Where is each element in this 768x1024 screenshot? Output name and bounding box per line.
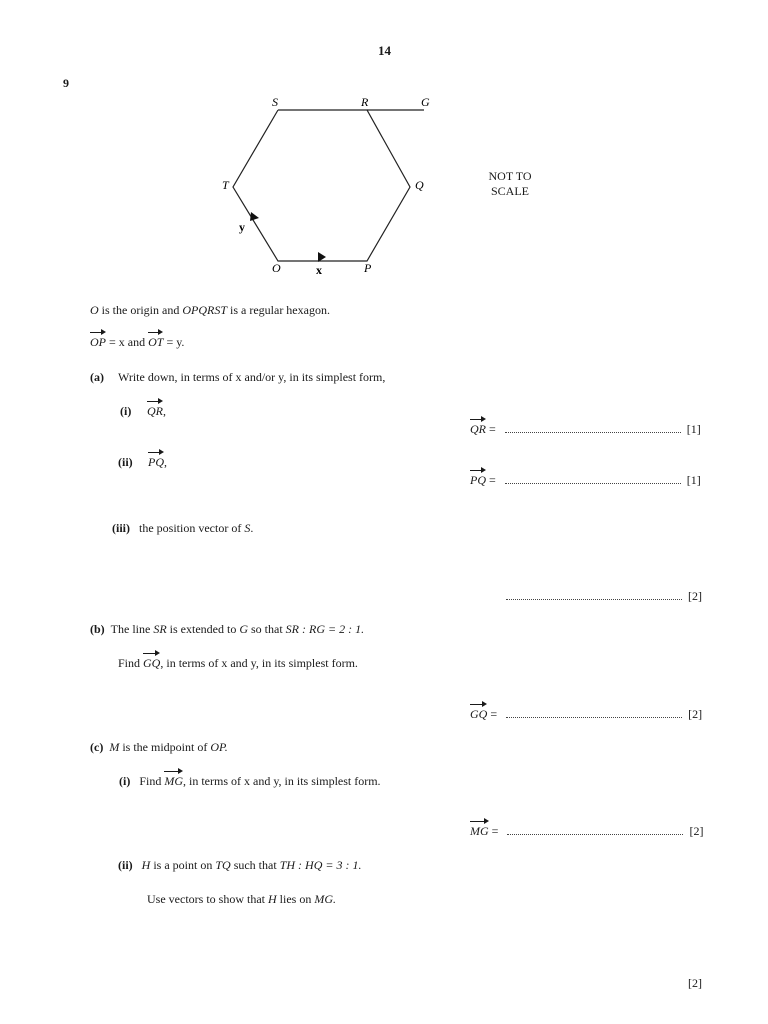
part-c-intro [90,740,228,755]
vector-mg: MG [164,770,183,787]
text: = y. [163,335,185,349]
text: = x and [106,335,149,349]
text-s: S [244,521,251,535]
answer-space[interactable] [505,473,681,484]
intro-line-2 [90,331,184,350]
vector-pq: PQ [148,451,164,468]
part-a-instruction: Write down, in terms of x and/or y, in its simplest form, [118,370,386,384]
vector-mg: MG [470,820,489,837]
part-c-ii-instruction [147,892,336,907]
note-line-2: SCALE [490,184,529,198]
vector-y-label: y [239,220,245,234]
label: (ii) [118,858,133,872]
part-a-iii: (iii) the position vector of S. [112,521,254,535]
not-to-scale-note [484,169,536,199]
text: so that [248,622,286,636]
part-c-i [119,770,381,789]
vector-ot: OT [148,331,163,348]
y-arrow-head [250,212,259,221]
text-m: M [109,740,120,754]
vector-qr: QR [470,418,486,435]
text-sr: SR [153,622,167,636]
part-c-ii [118,858,361,873]
text: is a point on [150,858,216,872]
label: (iii) [112,521,130,535]
note-line-1: NOT TO [488,169,532,183]
text: is extended to [166,622,240,636]
marks: [2] [689,824,704,838]
intro-line-1 [90,303,330,318]
hexagon-diagram [0,0,768,300]
part-a-ii-label: (ii) [118,455,133,469]
marks: [1] [686,473,701,487]
question-number: 9 [63,76,69,90]
vertex-g-label: G [421,95,430,109]
text-g: G [239,622,248,636]
ratio: SR : RG = 2 : 1. [285,622,365,636]
ratio: TH : HQ = 3 : 1. [279,858,362,872]
text: Find [118,656,144,670]
text-o: O [90,303,99,317]
answer-space[interactable] [506,707,682,718]
answer-space[interactable] [506,589,682,600]
part-c-i-answer-line: MG = [2] [470,820,703,839]
part-b-line-1 [90,622,364,637]
text: , in terms of x and y, in its simplest form. [183,774,381,788]
text-hexagon-name: OPQRST [182,303,227,317]
text: Use vectors to show that [147,892,268,906]
label: (a) [90,370,104,384]
hexagon-outline [233,110,410,261]
label: (i) [119,774,131,788]
vertex-o-label: O [272,261,281,275]
part-b-answer-line: GQ = [2] [470,703,702,722]
answer-space[interactable] [505,422,681,433]
marks: [1] [686,422,701,436]
text: lies on [276,892,315,906]
vector-op: OP [90,331,106,348]
text-tq: TQ [215,858,231,872]
text-h: H [267,892,277,906]
text: Find [139,774,165,788]
part-a-i-answer-line: QR = [1] [470,418,701,437]
vector-gq: GQ [143,652,160,669]
part-a-iii-answer-line [500,589,702,604]
text-mg: MG. [314,892,336,906]
part-a-label [90,370,104,385]
part-a-ii-prompt: PQ, [148,451,167,470]
label: (c) [90,740,104,754]
part-a-i-prompt: QR, [147,400,166,419]
part-a-ii-answer-line: PQ = [1] [470,469,701,488]
part-c-ii-marks: [2] [688,976,702,990]
text: is a regular hexagon. [227,303,330,317]
answer-space[interactable] [507,824,683,835]
text-op: OP. [210,740,228,754]
vector-pq: PQ [470,469,486,486]
label: (b) [90,622,105,636]
text: The line [110,622,154,636]
part-a-i-label: (i) [120,404,132,418]
text: such that [230,858,280,872]
marks: [2] [688,589,702,603]
text: the position vector of [139,521,245,535]
vector-x-label: x [316,263,322,277]
text: is the midpoint of [119,740,211,754]
vertex-t-label: T [222,178,229,192]
text-h: H [141,858,151,872]
vector-gq: GQ [470,703,487,720]
text: is the origin and [98,303,183,317]
marks: [2] [688,707,703,721]
vertex-p-label: P [364,261,372,275]
page-number: 14 [378,43,391,58]
text: , in terms of x and y, in its simplest form. [160,656,358,670]
part-b-find [118,652,358,671]
vertex-s-label: S [272,95,278,109]
vertex-q-label: Q [415,178,424,192]
vertex-r-label: R [361,95,369,109]
vector-qr: QR [147,400,163,417]
